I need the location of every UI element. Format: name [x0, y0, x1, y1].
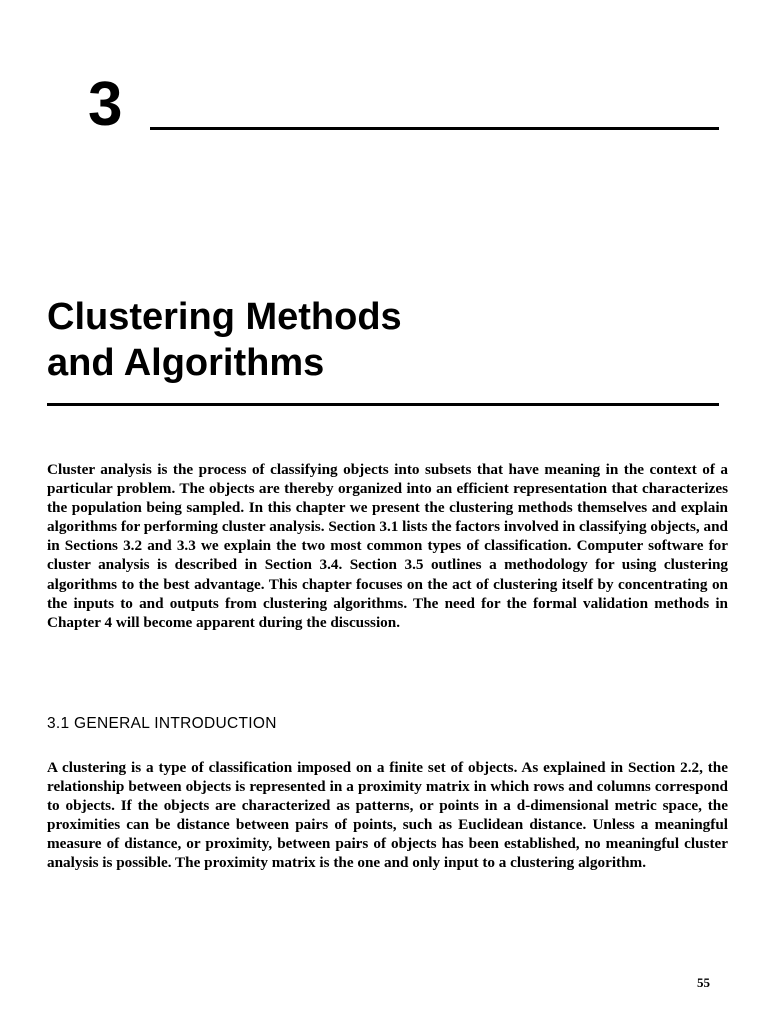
section-heading: 3.1 GENERAL INTRODUCTION — [47, 715, 277, 732]
section-paragraph: A clustering is a type of classification imposed on a finite set of objects. As explained in Section 2.2, the relationship between objects is represented in a proximity matrix in which rows and columns correspond to objects. If the objects are characterized as patterns, or points in a d-dimensional metric space, the proximities can be distance between pairs of points, such as Euclidean distance. Unless a meaningful measure of distance, or proximity, between pairs of objects has been established, no meaningful cluster analysis is possible. The proximity matrix is the one and only input to a clustering algorithm. — [47, 759, 728, 872]
chapter-number-rule — [150, 127, 719, 130]
chapter-title-line-1: Clustering Methods — [47, 296, 402, 338]
chapter-title — [47, 294, 402, 386]
chapter-number: 3 — [88, 70, 123, 139]
intro-paragraph: Cluster analysis is the process of classifying objects into subsets that have meaning in the context of a particular problem. The objects are thereby organized into an efficient representation that characterizes the population being sampled. In this chapter we present the clustering methods themselves and explain algorithms for performing cluster analysis. Section 3.1 lists the factors involved in classifying objects, and in Sections 3.2 and 3.3 we explain the two most common types of classification. Computer software for cluster analysis is described in Section 3.4. Section 3.5 outlines a methodology for using clustering algorithms to the best advantage. This chapter focuses on the act of clustering itself by concentrating on the inputs to and outputs from clustering algorithms. The need for the formal validation methods in Chapter 4 will become apparent during the discussion. — [47, 461, 728, 631]
chapter-title-rule — [47, 403, 719, 406]
chapter-title-line-2: and Algorithms — [47, 342, 325, 384]
page-number: 55 — [697, 975, 710, 990]
